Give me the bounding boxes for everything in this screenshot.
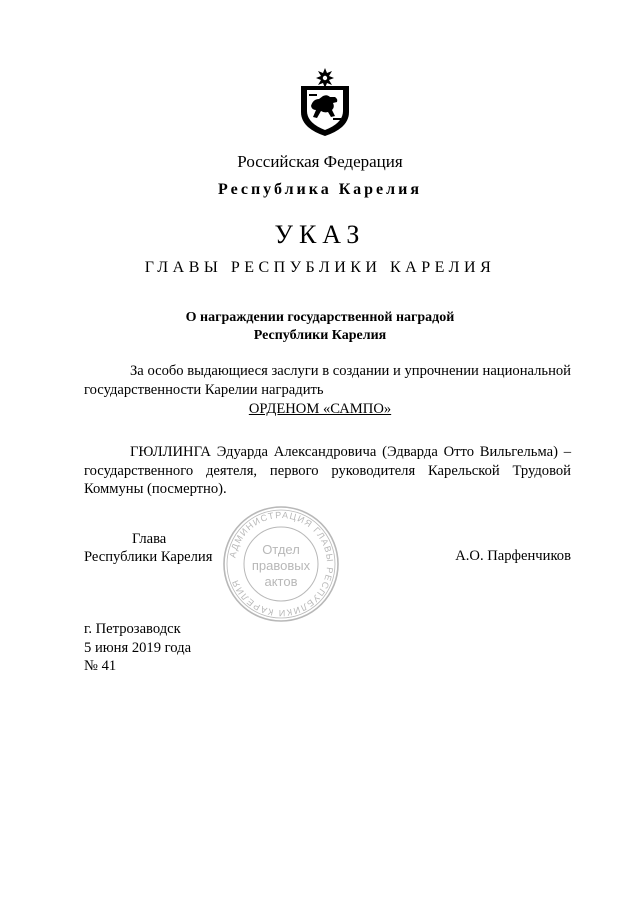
- document-subject: [0, 309, 640, 345]
- body-paragraph-1: За особо выдающиеся заслуги в создании и упрочнении национальной государственности Карелии наградить: [84, 363, 571, 398]
- official-stamp: [221, 504, 341, 624]
- document-number: № 41: [84, 658, 117, 674]
- stamp-center-line-1: Отдел: [262, 542, 300, 557]
- stamp-ring-text: АДМИНИСТРАЦИЯ ГЛАВЫ РЕСПУБЛИКИ КАРЕЛИЯ: [227, 509, 336, 619]
- subject-line-1: О награждении государственной наградой: [185, 310, 455, 325]
- document-issuer: ГЛАВЫ РЕСПУБЛИКИ КАРЕЛИЯ: [144, 259, 496, 276]
- signatory-title-line-2: Республики Карелия: [84, 549, 213, 565]
- issue-place: г. Петрозаводск: [84, 621, 181, 637]
- republic-name: Республика Карелия: [218, 181, 422, 198]
- stamp-center-line-3: актов: [264, 574, 298, 589]
- document-type: УКАЗ: [274, 220, 366, 249]
- karelia-coat-of-arms-icon: [297, 66, 353, 138]
- body-paragraph-2: ГЮЛЛИНГА Эдуарда Александровича (Эдварда Отто Вильгельма) – государственного деятеля, первого руководителя Карельской Трудовой Коммуны (посмертно).: [84, 444, 571, 497]
- country-name: Российская Федерация: [237, 152, 403, 171]
- award-name: ОРДЕНОМ «САМПО»: [248, 401, 392, 417]
- signatory-title-line-1: Глава: [132, 531, 167, 547]
- issue-date: 5 июня 2019 года: [84, 639, 192, 656]
- document-footer: [84, 620, 191, 676]
- stamp-center-line-2: правовых: [251, 558, 311, 573]
- signatory-name: А.О. Парфенчиков: [455, 548, 571, 564]
- subject-line-2: Республики Карелия: [253, 328, 387, 343]
